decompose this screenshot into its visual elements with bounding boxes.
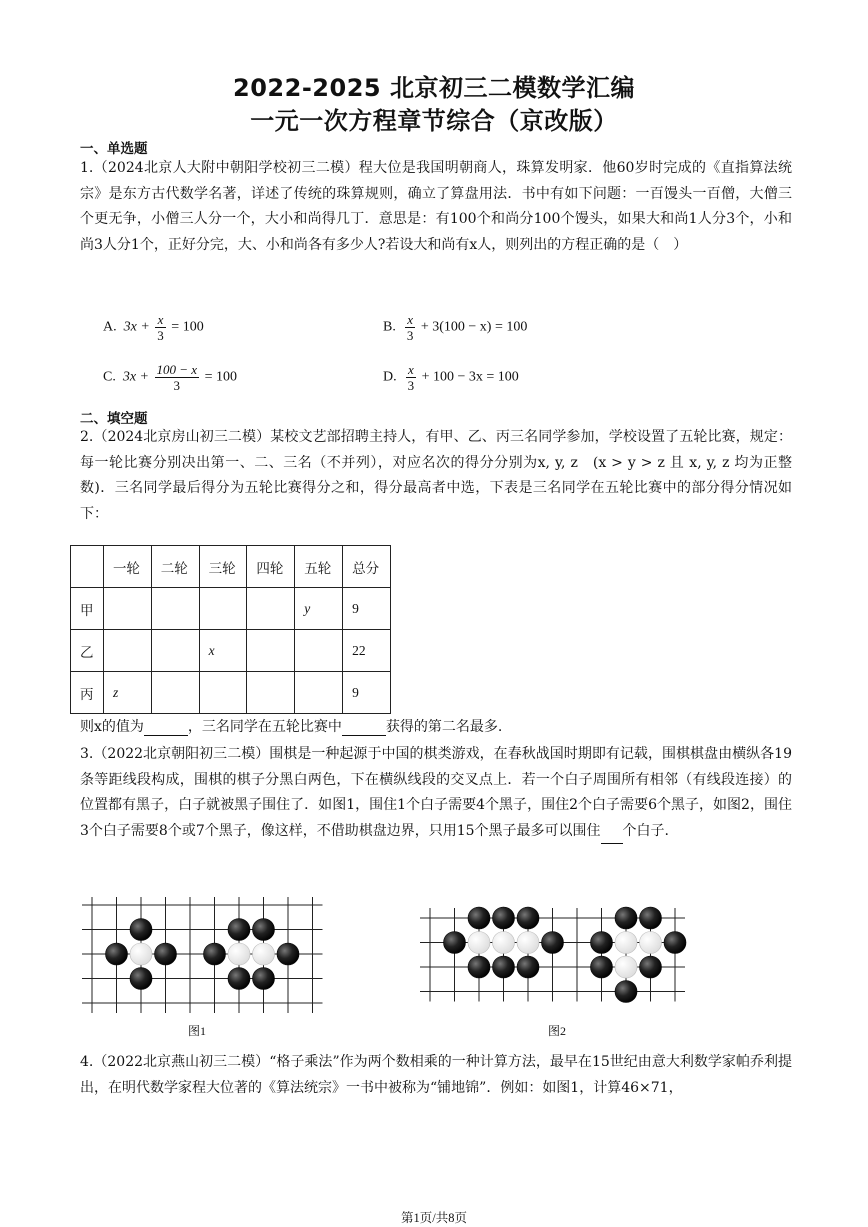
table-cell: 9 [343,672,391,714]
question-2-text: 2.（2024北京房山初三二模）某校文艺部招聘主持人，有甲、乙、丙三名同学参加，学校设置了五轮比赛，规定：每一轮比赛分别决出第一、二、三名（不并列），对应名次的得分分别为x, y, z (x > y > z 且 x, y, z 均为正整数)．三名同学最后得分为五轮比赛得分之和，得分最高者中选，下表是三名同学在五轮比赛中的部分得分情况如下： [80,429,792,522]
black-stone [130,968,152,990]
table-cell: 22 [343,630,391,672]
black-stone [517,956,539,978]
table-header-row [71,546,391,588]
table-header-cell: 三轮 [199,546,247,588]
section-heading-fill-blank: 二、填空题 [80,411,148,427]
table-header-cell [71,546,104,588]
table-header-cell: 一轮 [103,546,151,588]
black-stone [253,968,275,990]
black-stone [155,943,177,965]
table-cell: 9 [343,588,391,630]
answer-blank-3[interactable] [601,829,623,844]
figure-2-label: 图2 [548,1024,567,1038]
table-row [71,630,391,672]
page-footer: 第1页/共8页 [401,1211,467,1225]
white-stone [253,943,275,965]
white-stone [468,932,490,954]
table-row [71,672,391,714]
black-stone [591,956,613,978]
table-header-cell: 四轮 [247,546,295,588]
table-cell [151,672,199,714]
white-stone [615,956,637,978]
option-a: A. 3x + $\frac{x}{3}$ = 100 [103,312,204,343]
score-table [70,545,391,714]
black-stone [542,932,564,954]
table-cell: y [295,588,343,630]
option-b: B. $\frac{x}{3}$ + 3(100 − x) = 100 [383,312,528,343]
page-subtitle: 一元一次方程章节综合（京改版） [250,107,618,135]
white-stone [640,932,662,954]
table-cell: 甲 [71,588,104,630]
table-header-cell: 二轮 [151,546,199,588]
black-stone [468,907,490,929]
black-stone [444,932,466,954]
table-cell: z [103,672,151,714]
black-stone [228,968,250,990]
table-cell [247,588,295,630]
question-2-answer-line: 则x的值为 ，三名同学在五轮比赛中 获得的第二名最多. [80,719,503,735]
black-stone [253,919,275,941]
black-stone [591,932,613,954]
table-cell [295,672,343,714]
black-stone [493,956,515,978]
white-stone [615,932,637,954]
black-stone [664,932,686,954]
table-row [71,588,391,630]
table-cell [151,588,199,630]
table-cell [247,672,295,714]
black-stone [204,943,226,965]
question-1-text: 1.（2024北京人大附中朝阳学校初三二模）程大位是我国明朝商人，珠算发明家．他60岁时完成的《直指算法统宗》是东方古代数学名著，详述了传统的珠算规则，确立了算盘用法．书中有如下问题：一百馒头一百僧，大僧三个更无争，小僧三人分一个，大小和尚得几丁．意思是：有100个和尚分100个馒头，如果大和尚1人分3个，小和尚3人分1个，正好分完，大、小和尚各有多少人?若设大和尚有x人，则列出的方程正确的是（ ） [80,160,792,253]
section-heading-single-choice: 一、单选题 [80,141,148,157]
option-d: D. $\frac{x}{3}$ + 100 − 3x = 100 [383,362,519,393]
white-stone [493,932,515,954]
black-stone [468,956,490,978]
go-board-figure-1 [80,897,325,1017]
black-stone [640,956,662,978]
table-header-cell: 五轮 [295,546,343,588]
black-stone [615,981,637,1003]
figure-1-label: 图1 [188,1024,207,1038]
table-header-cell: 总分 [343,546,391,588]
table-cell [151,630,199,672]
table-cell [199,672,247,714]
black-stone [615,907,637,929]
answer-blank-2[interactable] [342,721,386,736]
black-stone [277,943,299,965]
answer-blank-1[interactable] [144,721,188,736]
black-stone [493,907,515,929]
stones [444,907,687,1003]
table-cell [247,630,295,672]
black-stone [130,919,152,941]
black-stone [106,943,128,965]
table-cell: 乙 [71,630,104,672]
page-title: 2022-2025 北京初三二模数学汇编 [233,74,635,102]
table-cell: x [199,630,247,672]
table-cell [103,630,151,672]
table-cell: 丙 [71,672,104,714]
question-3-text: 3.（2022北京朝阳初三二模）围棋是一种起源于中国的棋类游戏，在春秋战国时期即有记载，围棋棋盘由横纵各19条等距线段构成，围棋的棋子分黑白两色，下在横纵线段的交叉点上．若一个白子周围所有相邻（有线段连接）的位置都有黑子，白子就被黑子围住了．如图1，围住1个白子需要4个黑子，围住2个白子需要6个黑子，如图2，围住3个白子需要8个或7个黑子，像这样，不借助棋盘边界，只用15个黑子最多可以围住 个白子. [80,742,792,844]
table-cell [103,588,151,630]
black-stone [228,919,250,941]
go-board-figure-2 [418,897,688,1007]
black-stone [517,907,539,929]
black-stone [640,907,662,929]
question-4-text: 4.（2022北京燕山初三二模）“格子乘法”作为两个数相乘的一种计算方法，最早在15世纪由意大利数学家帕乔利提出，在明代数学家程大位著的《算法统宗》一书中被称为“铺地锦”．例如：如图1，计算46×71， [80,1054,792,1096]
table-cell [199,588,247,630]
white-stone [130,943,152,965]
table-cell [295,630,343,672]
option-c: C. 3x + $\frac{100 - x}{3}$ = 100 [103,362,237,393]
white-stone [228,943,250,965]
white-stone [517,932,539,954]
